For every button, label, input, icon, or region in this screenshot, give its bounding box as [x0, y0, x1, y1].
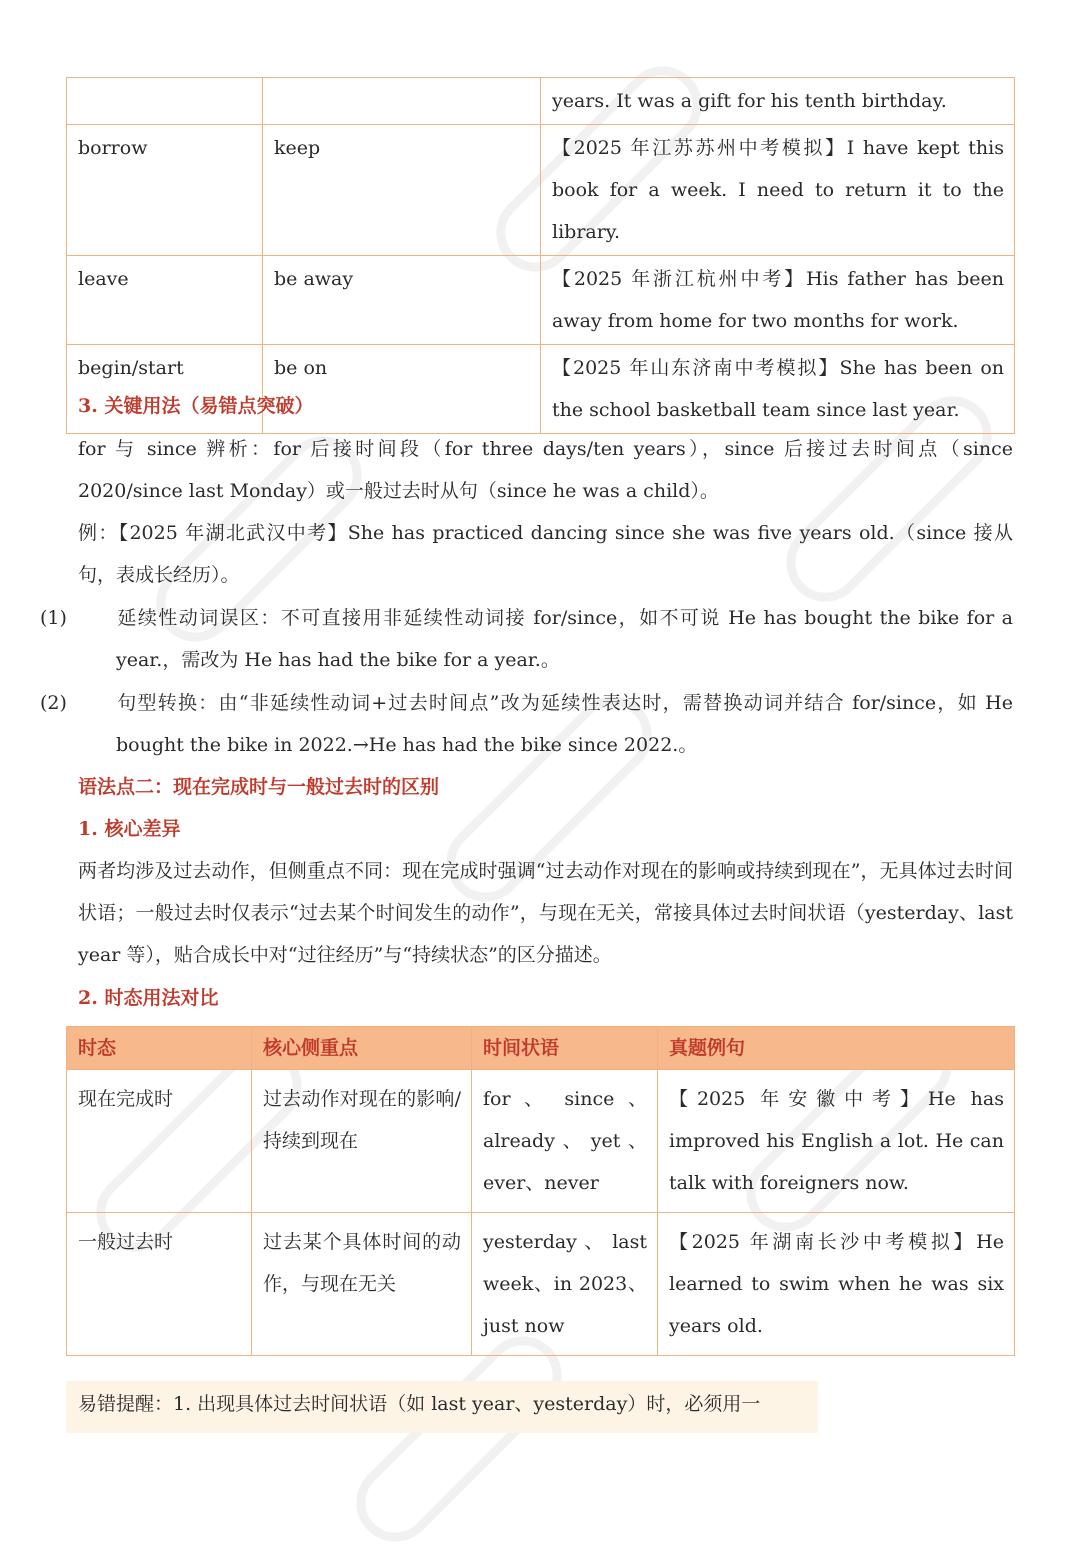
table-cell: be away [263, 256, 541, 345]
column-header: 核心侧重点 [252, 1027, 472, 1070]
list-item-number: (2) [40, 692, 67, 714]
table-cell: keep [263, 125, 541, 256]
list-item-text: 句型转换：由“非延续性动词+过去时间点”改为延续性表达时，需替换动词并结合 for/since，如 He bought the bike in 2022.→He has had the bike since 2022.。 [116, 692, 1013, 756]
table-cell [263, 78, 541, 125]
error-tip-box: 易错提醒：1. 出现具体过去时间状语（如 last year、yesterday）时，必须用一 [66, 1381, 818, 1433]
column-header: 时间状语 [472, 1027, 658, 1070]
table-cell: yesterday 、 last week、in 2023、just now [472, 1213, 658, 1356]
subheading: 2. 时态用法对比 [78, 987, 219, 1009]
table-cell: 现在完成时 [67, 1070, 252, 1213]
verb-conversion-table [66, 77, 1015, 434]
table-cell: 过去动作对现在的影响/持续到现在 [252, 1070, 472, 1213]
table-cell: 【2025 年山东济南中考模拟】She has been on the school basketball team since last year. [541, 345, 1015, 434]
column-header: 时态 [67, 1027, 252, 1070]
table-cell: for 、 since 、 already 、 yet 、 ever、never [472, 1070, 658, 1213]
table-row [67, 125, 1015, 256]
table-cell: 【2025 年湖南长沙中考模拟】He learned to swim when he was six years old. [658, 1213, 1015, 1356]
table-row [67, 1213, 1015, 1356]
table-row [67, 256, 1015, 345]
example-paragraph: 例：【2025 年湖北武汉中考】She has practiced dancing since she was five years old.（since 接从句，表成长经历）。 [78, 522, 1013, 586]
section-heading: 3. 关键用法（易错点突破） [78, 395, 314, 417]
tense-comparison-table [66, 1026, 1015, 1356]
table-cell: leave [67, 256, 263, 345]
table-cell: 【2025 年浙江杭州中考】His father has been away from home for two months for work. [541, 256, 1015, 345]
paragraph: 两者均涉及过去动作，但侧重点不同：现在完成时强调“过去动作对现在的影响或持续到现在”，无具体过去时间状语；一般过去时仅表示“过去某个时间发生的动作”，与现在无关，常接具体过去时间状语（yesterday、last year 等），贴合成长中对“过往经历”与“持续状态”的区分描述。 [78, 860, 1013, 966]
table-cell: 【2025 年安徽中考】He has improved his English a lot. He can talk with foreigners now. [658, 1070, 1015, 1213]
paragraph: for 与 since 辨析：for 后接时间段（for three days/ten years），since 后接过去时间点（since 2020/since last Monday）或一般过去时从句（since he was a child）。 [78, 438, 1013, 502]
table-row [67, 78, 1015, 125]
table-cell [67, 78, 263, 125]
table-row [67, 1070, 1015, 1213]
table-cell: 【2025 年江苏苏州中考模拟】I have kept this book for a week. I need to return it to the library. [541, 125, 1015, 256]
grammar-point-heading: 语法点二：现在完成时与一般过去时的区别 [78, 776, 440, 798]
table-cell: 一般过去时 [67, 1213, 252, 1356]
table-cell: 过去某个具体时间的动作，与现在无关 [252, 1213, 472, 1356]
table-header-row [67, 1027, 1015, 1070]
list-item [40, 597, 1013, 681]
list-item [40, 682, 1013, 766]
list-item-number: (1) [40, 607, 67, 629]
list-item-text: 延续性动词误区：不可直接用非延续性动词接 for/since，如不可说 He has bought the bike for a year.，需改为 He has had the bike for a year.。 [116, 607, 1013, 671]
subheading: 1. 核心差异 [78, 818, 181, 840]
table-cell: be on [263, 345, 541, 434]
column-header: 真题例句 [658, 1027, 1015, 1070]
table-cell: begin/start [67, 345, 263, 434]
table-cell: borrow [67, 125, 263, 256]
table-cell: years. It was a gift for his tenth birthday. [541, 78, 1015, 125]
